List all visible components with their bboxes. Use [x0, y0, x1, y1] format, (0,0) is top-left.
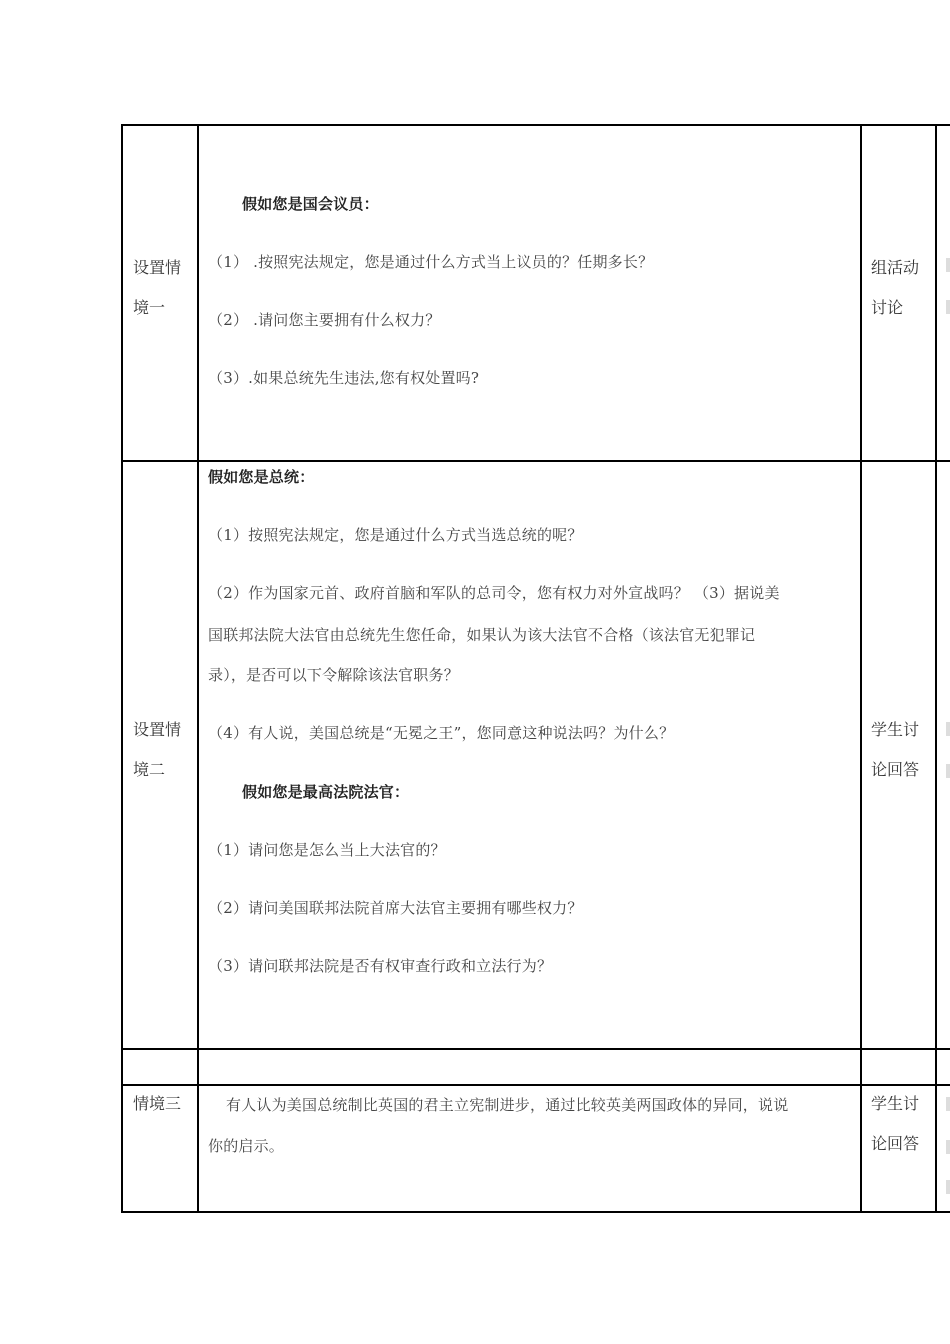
content-line: 假如您是国会议员：: [242, 195, 379, 213]
column-divider: [860, 124, 862, 1213]
content-line: （1）按照宪法规定，您是通过什么方式当选总统的呢？: [208, 526, 583, 544]
clipped-column-fragment: [946, 764, 950, 778]
method-line: 讨论: [871, 298, 904, 317]
row-label-scenario-1: [133, 248, 181, 328]
content-line: 国联邦法院大法官由总统先生您任命，如果认为该大法官不合格（该法官无犯罪记: [208, 626, 756, 644]
column-divider: [197, 124, 199, 1213]
content-line: （3）.如果总统先生违法,您有权处置吗?: [208, 369, 480, 387]
clipped-column-fragment: [946, 722, 950, 736]
clipped-column-fragment: [946, 1097, 950, 1111]
row-divider: [121, 460, 950, 462]
content-line: 你的启示。: [208, 1137, 285, 1155]
method-line: 学生讨: [871, 1094, 920, 1113]
method-cell-2: [871, 710, 919, 790]
column-divider: [935, 124, 937, 1213]
method-line: 组活动: [871, 258, 920, 277]
clipped-column-fragment: [946, 1140, 950, 1154]
content-line: （2）请问美国联邦法院首席大法官主要拥有哪些权力？: [208, 899, 583, 917]
content-line: （3）请问联邦法院是否有权审查行政和立法行为？: [208, 957, 553, 975]
label-line: 境一: [133, 298, 166, 317]
method-cell-3: [871, 1084, 919, 1164]
content-line: （2）作为国家元首、政府首脑和军队的总司令，您有权力对外宣战吗？ （3）据说美: [208, 584, 780, 602]
method-line: 论回答: [871, 1134, 920, 1153]
content-line: （1）请问您是怎么当上大法官的？: [208, 841, 446, 859]
content-line: （1） .按照宪法规定，您是通过什么方式当上议员的？任期多长？: [208, 253, 654, 271]
content-line: 假如您是总统：: [208, 468, 315, 486]
content-line: 有人认为美国总统制比英国的君主立宪制进步，通过比较英美两国政体的异同，说说: [226, 1096, 789, 1114]
content-line: （2） .请问您主要拥有什么权力？: [208, 311, 441, 329]
method-line: 学生讨: [871, 720, 920, 739]
clipped-column-fragment: [946, 258, 950, 272]
table-top-border: [121, 124, 950, 126]
content-line: 录），是否可以下令解除该法官职务？: [208, 666, 459, 684]
clipped-column-fragment: [946, 1180, 950, 1194]
label-line: 设置情: [133, 258, 182, 277]
row-label-scenario-2: [133, 710, 181, 790]
label-line: 设置情: [133, 720, 182, 739]
table-left-border: [121, 124, 123, 1213]
clipped-column-fragment: [946, 300, 950, 314]
label-line: 境二: [133, 760, 166, 779]
method-line: 论回答: [871, 760, 920, 779]
row-divider: [121, 1048, 950, 1050]
row-divider: [121, 1084, 950, 1086]
method-cell-1: [871, 248, 919, 328]
content-line: 假如您是最高法院法官：: [242, 783, 410, 801]
table-bottom-border: [121, 1211, 950, 1213]
label-line: 情境三: [133, 1094, 182, 1113]
row-label-scenario-3: [133, 1084, 181, 1124]
content-line: （4）有人说，美国总统是“无冕之王”，您同意这种说法吗？为什么？: [208, 724, 675, 742]
